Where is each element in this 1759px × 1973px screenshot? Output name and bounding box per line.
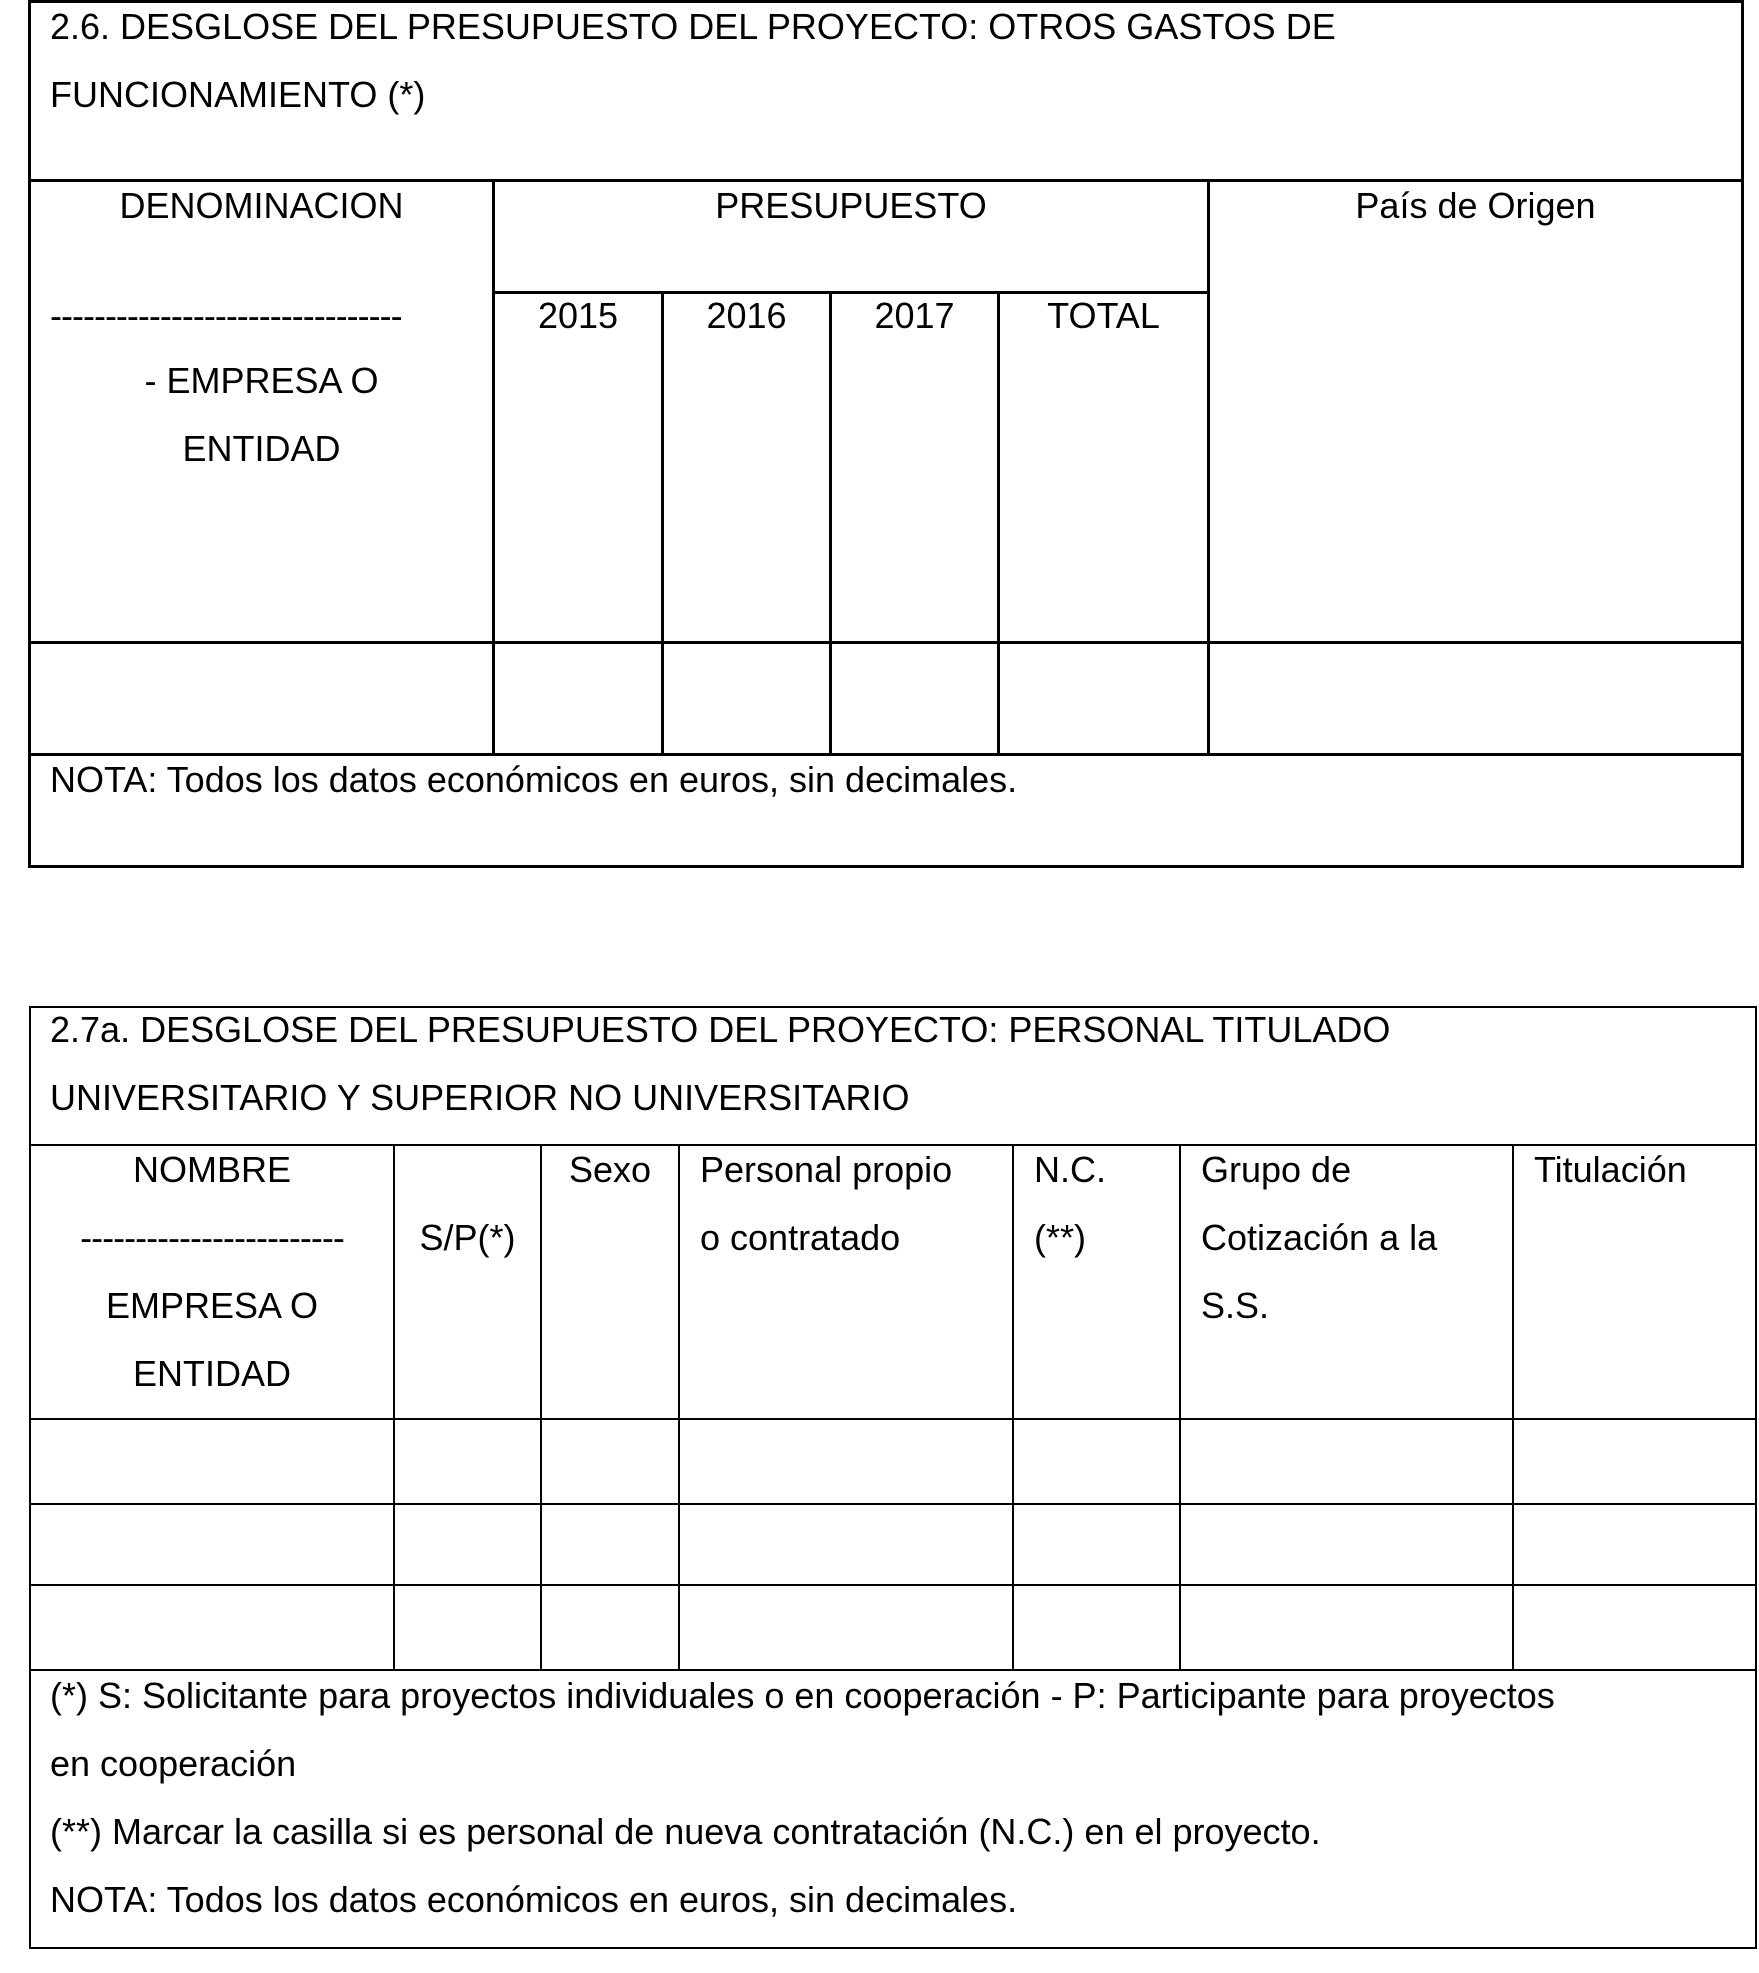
header-year-2016: 2016 xyxy=(706,295,787,336)
header-nc-line2: (**) xyxy=(1034,1217,1086,1258)
header-personal-line2: o contratado xyxy=(700,1217,901,1258)
section-title-line2: FUNCIONAMIENTO (*) xyxy=(50,74,426,115)
header-year-2015: 2015 xyxy=(537,295,619,336)
header-grupo-line3: S.S. xyxy=(1201,1285,1270,1326)
footnote-sp-line2: en cooperación xyxy=(50,1743,297,1784)
header-nombre: NOMBRE xyxy=(132,1149,291,1190)
header-total: TOTAL xyxy=(1047,295,1160,336)
header-personal-line1: Personal propio xyxy=(700,1149,953,1190)
header-separator: -------------------------------- xyxy=(50,295,402,336)
header-empresa-line2: ENTIDAD xyxy=(132,1353,291,1394)
header-empresa-line1: EMPRESA O xyxy=(105,1285,319,1326)
table-row[interactable] xyxy=(31,1420,1755,1503)
header-pais-origen: País de Origen xyxy=(1355,185,1596,226)
section-note: NOTA: Todos los datos económicos en euros, sin decimales. xyxy=(50,759,1018,800)
table-row[interactable] xyxy=(31,1505,1755,1584)
table-border-right xyxy=(1755,1006,1757,1949)
table-border-bottom xyxy=(29,1947,1757,1949)
header-nc-line1: N.C. xyxy=(1034,1149,1106,1190)
header-separator: ------------------------ xyxy=(80,1217,344,1258)
header-empresa-line1: - EMPRESA O xyxy=(144,360,379,401)
header-presupuesto: PRESUPUESTO xyxy=(715,185,987,226)
header-sexo: Sexo xyxy=(568,1149,652,1190)
table-row[interactable] xyxy=(31,1586,1755,1669)
section-title-line1: 2.6. DESGLOSE DEL PRESUPUESTO DEL PROYECTO: OTROS GASTOS DE xyxy=(50,6,1336,47)
footnote-nc: (**) Marcar la casilla si es personal de nueva contratación (N.C.) en el proyecto. xyxy=(50,1811,1321,1852)
header-year-2017: 2017 xyxy=(874,295,955,336)
footnote-sp-line1: (*) S: Solicitante para proyectos individuales o en cooperación - P: Participante para proyectos xyxy=(50,1675,1555,1716)
section-title-line1: 2.7a. DESGLOSE DEL PRESUPUESTO DEL PROYECTO: PERSONAL TITULADO xyxy=(50,1009,1391,1050)
section-note: NOTA: Todos los datos económicos en euros, sin decimales. xyxy=(50,1879,1018,1920)
section-title-line2: UNIVERSITARIO Y SUPERIOR NO UNIVERSITARIO xyxy=(50,1077,910,1118)
header-grupo-line2: Cotización a la xyxy=(1201,1217,1438,1258)
header-titulacion: Titulación xyxy=(1534,1149,1687,1190)
header-empresa-line2: ENTIDAD xyxy=(182,428,341,469)
header-grupo-line1: Grupo de xyxy=(1201,1149,1352,1190)
header-denominacion: DENOMINACION xyxy=(119,185,404,226)
header-sp: S/P(*) xyxy=(419,1217,516,1258)
